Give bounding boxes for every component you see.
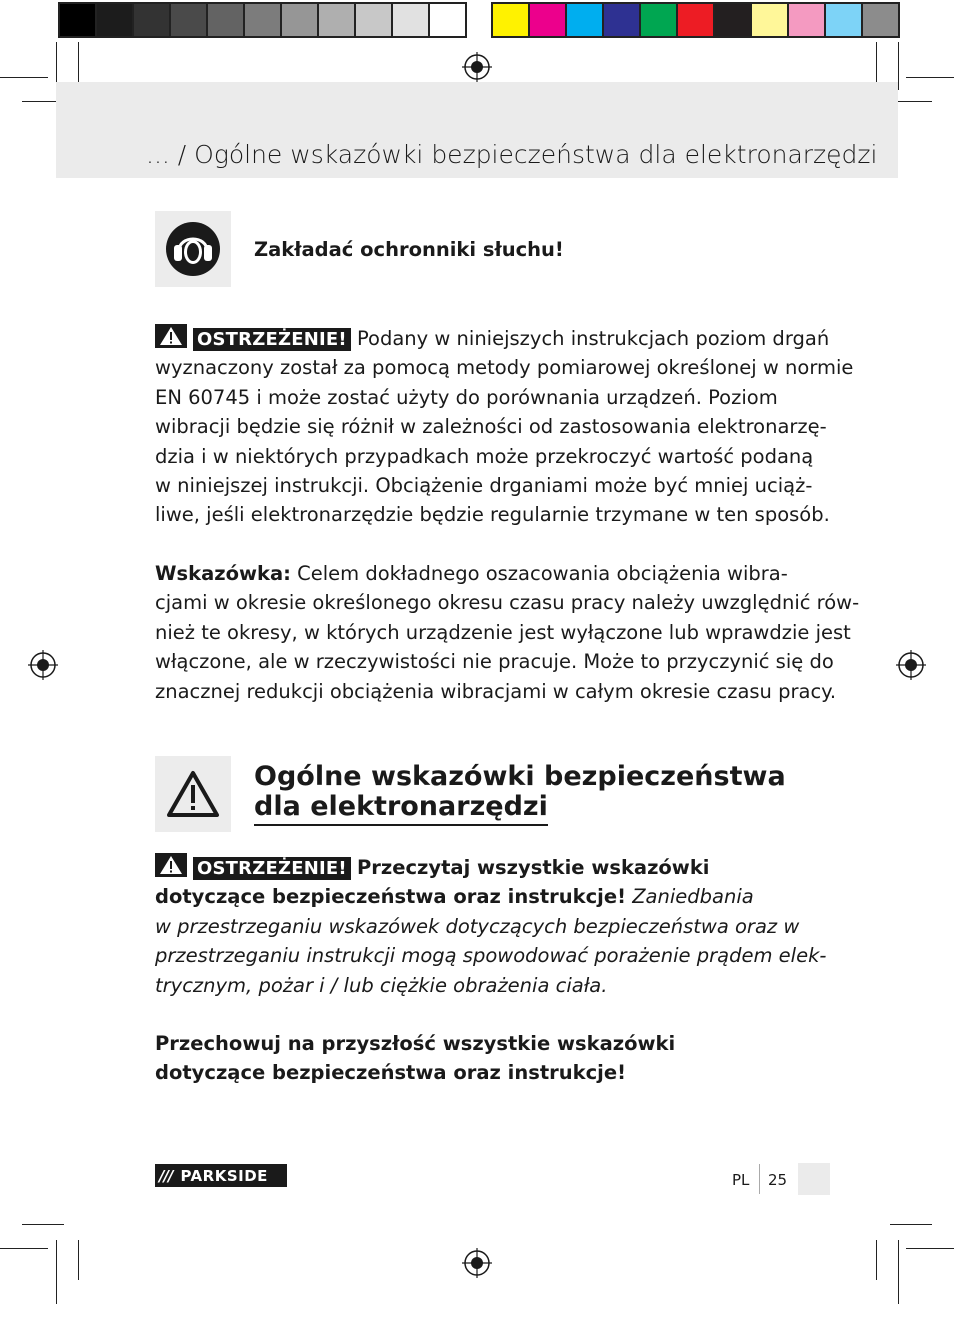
section-heading-line: Ogólne wskazówki bezpieczeństwa (254, 761, 786, 792)
section-heading-line: dla elektronarzędzi (254, 792, 548, 826)
warning-triangle-icon (155, 324, 187, 348)
paragraph-line: wyznaczony został za pomocą metody pomiarowej określonej w normie (155, 356, 854, 380)
color-swatch (493, 4, 528, 36)
warning-label: OSTRZEŻENIE! (193, 857, 351, 880)
paragraph-line: dotyczące bezpieczeństwa oraz instrukcje! (155, 1061, 626, 1085)
paragraph-line (155, 853, 803, 882)
paragraph-line: przestrzeganiu instrukcji mogą spowodować porażenie prądem elek- (155, 944, 827, 968)
color-swatch (356, 4, 391, 36)
warning-triangle-icon (155, 853, 187, 877)
paragraph-line: trycznym, pożar i / lub ciężkie obrażenia ciała. (155, 973, 608, 997)
paragraph-line (155, 882, 803, 911)
paragraph-line: wibracji będzie się różnił w zależności od zastosowania elektronarzę- (155, 415, 827, 439)
warning-triangle-icon (165, 769, 221, 819)
color-swatch (393, 4, 428, 36)
crop-mark (78, 1240, 79, 1280)
crop-mark (0, 77, 48, 78)
color-swatch (282, 4, 317, 36)
paragraph-line: w niniejszej instrukcji. Obciążenie drganiami może być mniej uciąż- (155, 474, 813, 498)
paragraph-text: Celem dokładnego oszacowania obciążenia wibra- (297, 562, 788, 585)
keep-instructions (155, 1029, 803, 1088)
color-swatch (319, 4, 354, 36)
read-instructions-warning (155, 853, 827, 1000)
grayscale-swatches (58, 2, 467, 38)
language-code: PL (732, 1171, 750, 1189)
color-swatch (826, 4, 861, 36)
color-swatch (789, 4, 824, 36)
logo-brand: PARKSIDE (180, 1166, 268, 1185)
paragraph-line: Przechowuj na przyszłość wszystkie wskazówki (155, 1032, 676, 1055)
paragraph-line: włączone, ale w rzeczywistości nie pracuje. Może to przyczynić się do (155, 650, 834, 674)
registration-mark-icon (28, 650, 58, 680)
section-heading (254, 762, 786, 826)
color-swatch (604, 4, 639, 36)
color-swatch (863, 4, 898, 36)
crop-mark (890, 1224, 932, 1225)
crop-mark (898, 42, 899, 90)
footer-tab (798, 1163, 830, 1195)
crop-mark (22, 1224, 64, 1225)
color-swatch (430, 4, 465, 36)
registration-mark-icon (896, 650, 926, 680)
crop-mark (906, 1248, 954, 1249)
color-swatch (530, 4, 565, 36)
crop-mark (0, 1248, 48, 1249)
page-title: ... / Ogólne wskazówki bezpieczeństwa dla elektronarzędzi (146, 140, 878, 169)
print-color-bar (58, 2, 900, 38)
registration-mark-icon (462, 1248, 492, 1278)
logo-slashes: /// (159, 1166, 173, 1185)
paragraph-line (155, 324, 830, 353)
crop-mark (906, 77, 954, 78)
paragraph-line: liwe, jeśli elektronarzędzie będzie regularnie trzymane w ten sposób. (155, 503, 830, 527)
paragraph-text: dotyczące bezpieczeństwa oraz instrukcje! (155, 885, 626, 909)
ear-protection-icon (165, 221, 221, 277)
warning-label: OSTRZEŻENIE! (193, 328, 351, 351)
crop-mark (876, 1240, 877, 1280)
color-swatch (208, 4, 243, 36)
color-swatch (97, 4, 132, 36)
paragraph-line: nież te okresy, w których urządzenie jest wyłączone lub wprawdzie jest (155, 620, 851, 644)
color-swatch (134, 4, 169, 36)
section-icon-box (155, 756, 231, 832)
color-swatch (567, 4, 602, 36)
paragraph-text: Przeczytaj wszystkie wskazówki (356, 856, 710, 879)
paragraph-line: dzia i w niektórych przypadkach może przekroczyć wartość podaną (155, 444, 814, 468)
footer-divider (759, 1164, 760, 1194)
paragraph-line: w przestrzeganiu wskazówek dotyczących bezpieczeństwa oraz w (155, 914, 800, 938)
paragraph-line: cjami w okresie określonego okresu czasu pracy należy uwzględnić rów- (155, 591, 860, 615)
hearing-protection-text: Zakładać ochronniki słuchu! (254, 238, 564, 261)
color-swatch (752, 4, 787, 36)
paragraph-text: Zaniedbania (632, 885, 754, 909)
parkside-logo (155, 1164, 287, 1187)
color-swatch (245, 4, 280, 36)
crop-mark (898, 1240, 899, 1304)
paragraph-line: EN 60745 i może zostać użyty do porównania urządzeń. Poziom (155, 385, 778, 409)
page-number: 25 (768, 1171, 788, 1189)
color-swatches (491, 2, 900, 38)
color-swatch (60, 4, 95, 36)
ear-protection-icon-box (155, 211, 231, 287)
paragraph-line: znacznej redukcji obciążenia wibracjami w całym okresie czasu pracy. (155, 679, 837, 703)
registration-mark-icon (462, 52, 492, 82)
crop-mark (56, 1240, 57, 1304)
paragraph-text: Podany w niniejszych instrukcjach poziom drgań (356, 327, 830, 350)
color-swatch (715, 4, 750, 36)
color-swatch (171, 4, 206, 36)
paragraph-line (155, 559, 803, 588)
hint-label: Wskazówka: (155, 562, 291, 585)
hint-paragraph (155, 559, 860, 706)
color-swatch (678, 4, 713, 36)
vibration-warning (155, 324, 854, 530)
color-swatch (641, 4, 676, 36)
